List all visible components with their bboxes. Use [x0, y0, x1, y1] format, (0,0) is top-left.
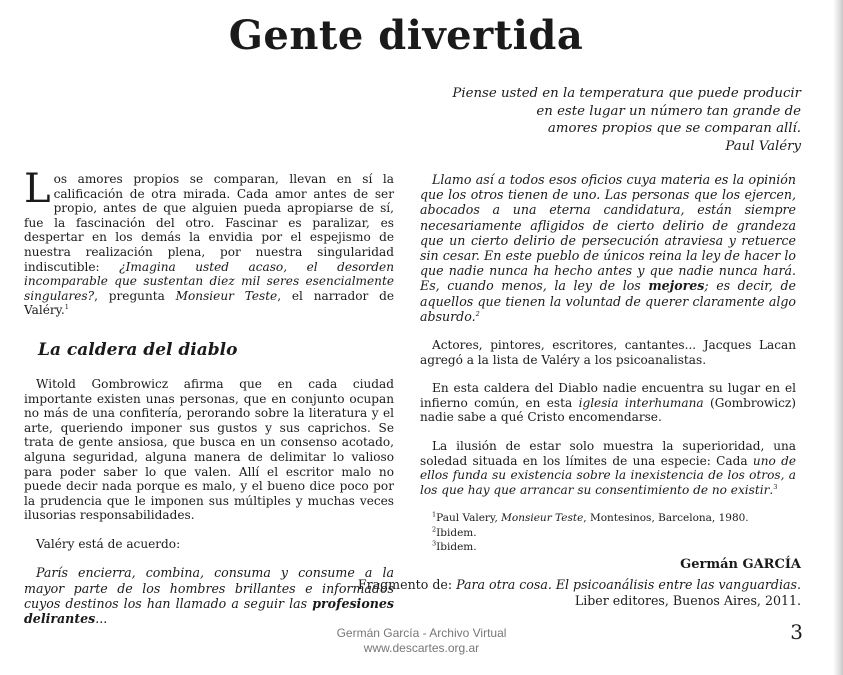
footnotes [420, 511, 796, 554]
author-signature: Germán GARCÍA [680, 557, 801, 572]
epigraph [381, 85, 801, 155]
quote-bold: profesiones delirantes [24, 595, 394, 627]
article-title: Gente divertida [228, 12, 584, 59]
lacan-paragraph: Actores, pintores, escritores, cantantes... Jacques Lacan agregó a la lista de Valéry a los psicoanalistas. [420, 338, 796, 367]
caldera-paragraph: En esta caldera del Diablo nadie encuentra su lugar en el infierno común, en esta iglesia interhumana (Gombrowicz) nadie sabe a qué Cristo encomendarse. [420, 381, 796, 425]
footnote-ref: 3 [773, 482, 778, 491]
footnote-item: $^3$Ibidem. [432, 539, 477, 553]
epigraph-author: Paul Valéry [725, 138, 801, 154]
oficios-quote: Llamo así a todos esos oficios cuya materia es la opinión que los otros tienen de uno. Las personas que los ejercen, abocados a una eterna candidatura, están siempre necesariamente afligidos de cierto delirio de grandeza que un cierto delirio de persecución atraviesa y retuerce sin cesar. En este pueblo de únicos reina la ley de hacer lo que nadie nunca ha hecho antes y que nadie nunca hará. Es, cuando menos, la ley de los mejores; es decir, de aquellos que tienen la voluntad de querer claramente algo absurdo.$^2$ [420, 172, 797, 324]
source-fragment: Fragmento de: Para otra cosa. El psicoanálisis entre las vanguardias. Liber editores, Buenos Aires, 2011. [357, 577, 801, 608]
teste-name: Monsieur Teste [175, 288, 278, 303]
paris-quote: París encierra, combina, consuma y consume a la mayor parte de los hombres brillantes e informados cuyos destinos los han llamado a seguir las profesiones delirantes... [24, 565, 394, 627]
page-edge-shadow [833, 0, 843, 675]
book-title: Para otra cosa. El psicoanálisis entre las vanguardias [456, 577, 797, 592]
teste-quote: ¿Imagina usted acaso, el desorden incomparable que sustentan diez mil seres esencialmente singulares? [24, 259, 394, 303]
epigraph-line: Piense usted en la temperatura que puede producir [452, 86, 801, 101]
ilusion-paragraph: La ilusión de estar solo muestra la superioridad, una soledad situada en los límites de una especie: Cada uno de ellos funda su existencia sobre la inexistencia de los otros, a los que hay que arrancar su consentimiento de no existir.$^3$ [420, 439, 796, 497]
valery-paragraph: Valéry está de acuerdo: [36, 536, 181, 551]
footnote-item: $^1$Paul Valery, Monsieur Teste, Montesinos, Barcelona, 1980. [432, 510, 749, 525]
footnote-ref: 2 [475, 309, 480, 318]
footer-url: www.descartes.org.ar [363, 641, 480, 655]
footer-archive: Germán García - Archivo Virtual [336, 626, 507, 640]
gombrowicz-paragraph: Witold Gombrowicz afirma que en cada ciudad importante existen unas personas, que en conjunto ocupan no más de una confitería, perorando sobre la literatura y el arte, queriendo imponer sus gustos y sus caprichos. Se trata de gente ansiosa, que busca en un consenso acotado, alguna seguridad, alguna manera de delimitar lo valioso para poder saber lo que valen. Allí el escritor malo no puede decir nada porque es malo, y el bueno dice poco por la prudencia que le imponen sus múltiples y muchas veces ilusorias responsabilidades. [24, 376, 394, 523]
page-number: 3 [790, 620, 803, 644]
publisher-line: Liber editores, Buenos Aires, 2011. [574, 593, 801, 608]
footnote-item: $^2$Ibidem. [432, 525, 477, 539]
section-subheading: La caldera del diablo [38, 339, 238, 360]
drop-cap: L [24, 166, 51, 212]
intro-paragraph: Los amores propios se comparan, llevan en sí la calificación de otra mirada. Cada amor antes de ser propio, antes de que alguien pueda apropiarse de sí, fue la fascinación del otro. Fascinar es paralizar, es despertar en los demás la envidia por el espejismo de nuestra realización plena, por nuestra singularidad indiscutible: ¿Imagina usted acaso, el desorden incomparable que sustentan diez mil seres esencialmente singulares?, pregunta Monsieur Teste, el narrador de Valéry.$^1$ [24, 166, 394, 318]
footnote-ref: 1 [64, 303, 69, 312]
page-footer [0, 626, 843, 656]
quote-bold: mejores [648, 278, 705, 294]
right-column [420, 172, 796, 554]
epigraph-line: en este lugar un número tan grande de [536, 103, 801, 119]
left-column [24, 166, 394, 627]
epigraph-line: amores propios que se comparan allí. [547, 121, 801, 136]
